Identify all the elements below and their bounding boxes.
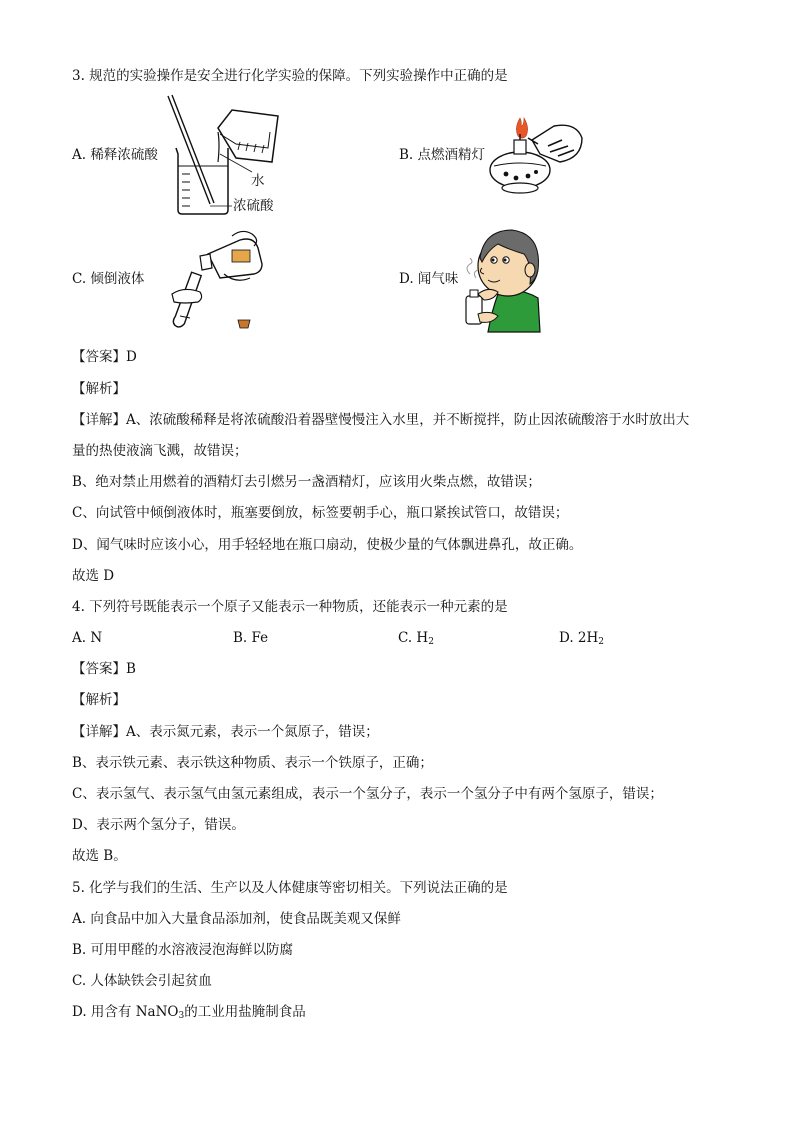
light-alcohol-lamp-figure — [486, 110, 586, 196]
q3-option-a-label: A. 稀释浓硫酸 — [72, 147, 158, 163]
q3-detail-2: 量的热使液滴飞溅，故错误； — [72, 443, 248, 459]
q4-answer: 【答案】B — [72, 661, 136, 677]
q3-option-c-label: C. 倾倒液体 — [72, 271, 145, 287]
q3-fig-water-label: 水 — [251, 173, 265, 189]
q5-option-c: C. 人体缺铁会引起贫血 — [72, 973, 212, 989]
q4-option-b: B. Fe — [233, 630, 269, 646]
q3-answer: 【答案】D — [72, 349, 137, 365]
q3-detail-4: C、向试管中倾倒液体时，瓶塞要倒放，标签要朝手心，瓶口紧挨试管口，故错误； — [72, 505, 569, 521]
q4-conclusion: 故选 B。 — [72, 848, 127, 864]
q4-analysis-title: 【解析】 — [72, 692, 126, 708]
q5-stem: 5. 化学与我们的生活、生产以及人体健康等密切相关。下列说法正确的是 — [72, 880, 508, 896]
pour-liquid-figure — [170, 228, 270, 332]
smell-gas-figure — [458, 224, 542, 334]
q3-detail-1: 【详解】A、浓硫酸稀释是将浓硫酸沿着器壁慢慢注入水里，并不断搅拌，防止因浓硫酸溶于水时放出大 — [72, 412, 690, 428]
q3-option-b-label: B. 点燃酒精灯 — [399, 147, 486, 163]
q3-conclusion: 故选 D — [72, 568, 115, 584]
q4-option-d: D. $2H_2$ — [559, 630, 605, 647]
q5-option-a: A. 向食品中加入大量食品添加剂，使食品既美观又保鲜 — [72, 911, 401, 927]
q5-option-b: B. 可用甲醛的水溶液浸泡海鲜以防腐 — [72, 942, 294, 958]
q4-option-c: C. $H_2$ — [398, 630, 434, 647]
q3-stem: 3. 规范的实验操作是安全进行化学实验的保障。下列实验操作中正确的是 — [72, 68, 508, 84]
q4-option-a: A. N — [72, 630, 103, 646]
q5-option-d: D. 用含有 NaNO$_3$的工业用盐腌制食品 — [72, 1004, 306, 1021]
q4-detail-1: 【详解】A、表示氮元素，表示一个氮原子，错误； — [72, 724, 379, 740]
q4-detail-2: B、表示铁元素、表示铁这种物质、表示一个铁原子，正确； — [72, 755, 433, 771]
q3-detail-5: D、闻气味时应该小心，用手轻轻地在瓶口扇动，使极少量的气体飘进鼻孔，故正确。 — [72, 537, 583, 553]
q4-detail-4: D、表示两个氢分子，错误。 — [72, 817, 245, 833]
q3-fig-acid-label: 浓硫酸 — [233, 198, 274, 214]
q4-detail-3: C、表示氢气、表示氢气由氢元素组成，表示一个氢分子，表示一个氢分子中有两个氢原子，错误； — [72, 786, 663, 802]
q3-detail-3: B、绝对禁止用燃着的酒精灯去引燃另一盏酒精灯，应该用火柴点燃，故错误； — [72, 474, 541, 490]
q4-stem: 4. 下列符号既能表示一个原子又能表示一种物质，还能表示一种元素的是 — [72, 599, 508, 615]
q3-option-d-label: D. 闻气味 — [399, 271, 459, 287]
q3-analysis-title: 【解析】 — [72, 381, 126, 397]
